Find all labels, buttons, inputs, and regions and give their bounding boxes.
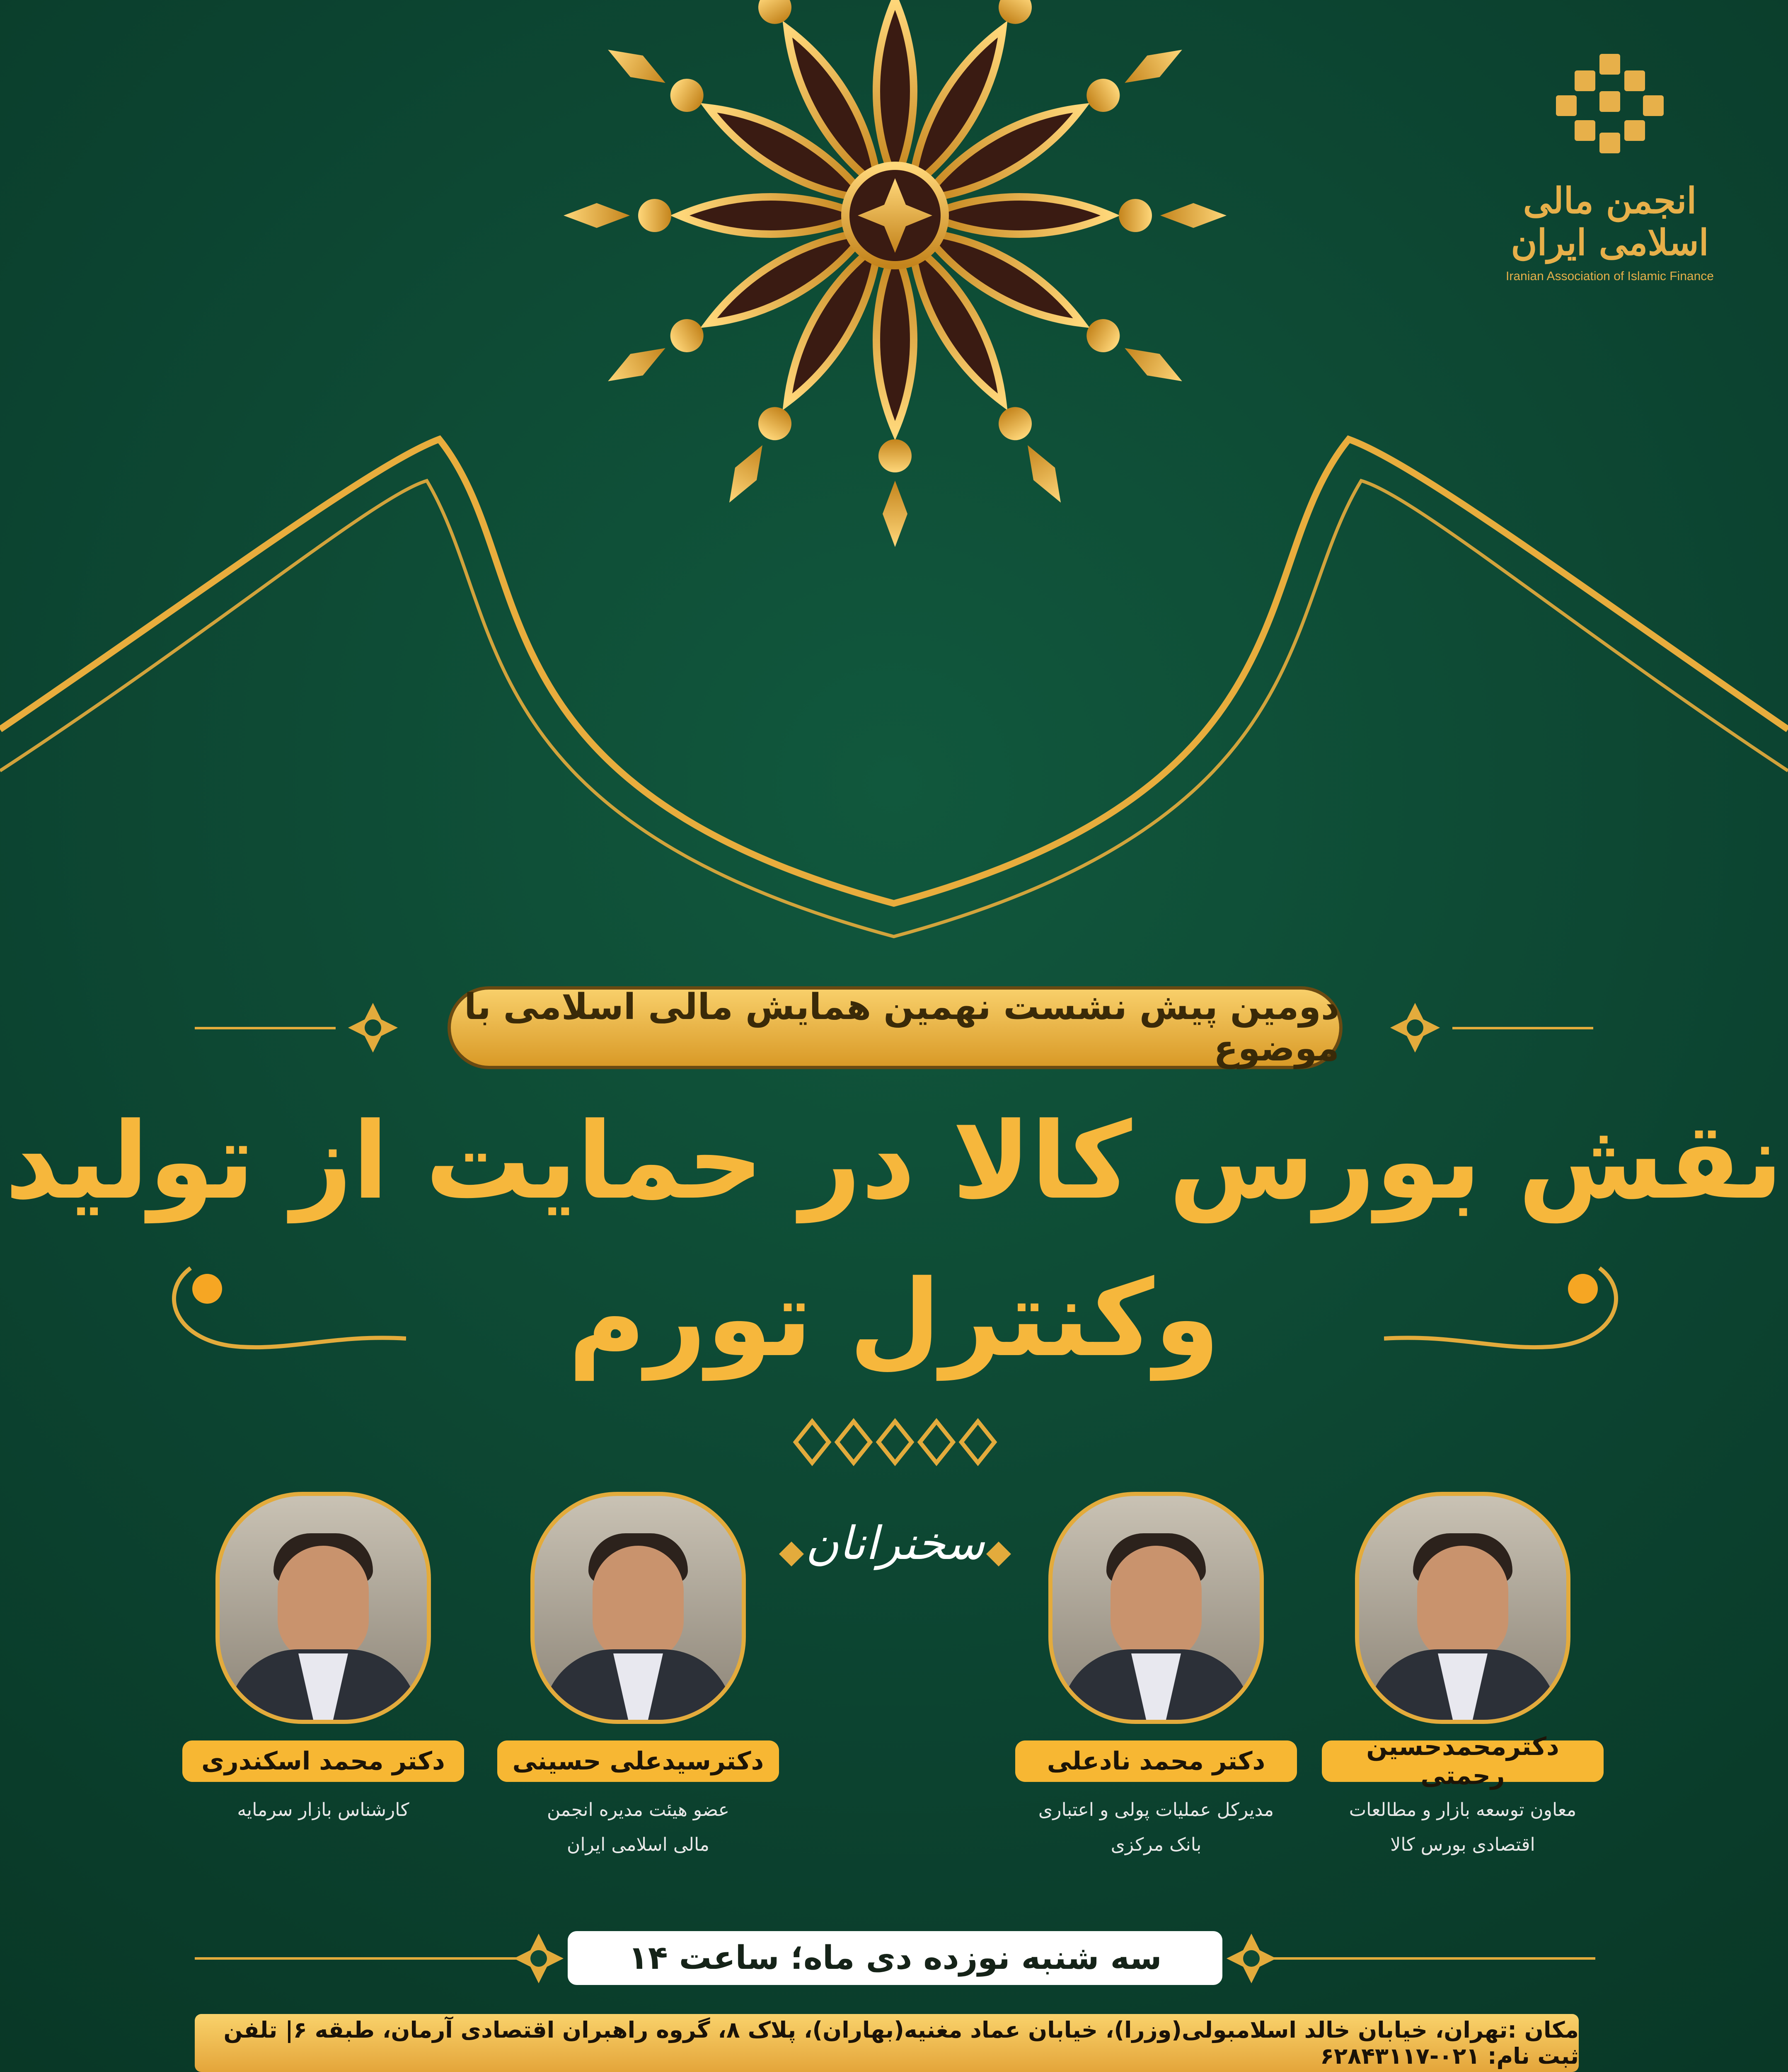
speaker-card bbox=[489, 1492, 787, 1862]
main-title-line-1: نقش بورس کالا در حمایت از تولید bbox=[5, 1100, 1783, 1223]
speaker-role: عضو هیئت مدیره انجمن bbox=[547, 1799, 730, 1820]
rosette-icon bbox=[1227, 1934, 1276, 1983]
pill-line-right bbox=[1452, 1027, 1593, 1029]
speaker-role: مالی اسلامی ایران bbox=[567, 1834, 709, 1855]
main-title-line-2: وکنترل تورم bbox=[568, 1257, 1220, 1380]
knot-ornament-icon bbox=[779, 1409, 1011, 1475]
event-address: مکان :تهران، خیابان خالد اسلامبولی(وزرا)، خیابان عماد مغنیه(بهاران)، پلاک ۸، گروه راهبران اقتصادی آرمان، طبقه ۶| تلفن ثبت نام: ۰۲۱-۶۲۸۴۳۱۱۷ bbox=[195, 2014, 1579, 2072]
logo-name-fa: انجمن مالی اسلامی ایران bbox=[1511, 180, 1709, 264]
speaker-role: معاون توسعه بازار و مطالعات bbox=[1349, 1799, 1577, 1820]
speaker-role: بانک مرکزی bbox=[1111, 1834, 1202, 1855]
speaker-role: مدیرکل عملیات پولی و اعتباری bbox=[1038, 1799, 1274, 1820]
rosette-icon bbox=[514, 1934, 564, 1983]
event-date: سه شنبه نوزده دی ماه؛ ساعت ۱۴ bbox=[568, 1931, 1222, 1985]
rosette-icon bbox=[348, 1003, 398, 1053]
speaker-photo bbox=[1048, 1492, 1264, 1724]
subtitle-pill: دومین پیش نشست نهمین همایش مالی اسلامی با موضوع bbox=[448, 986, 1343, 1069]
speaker-card bbox=[174, 1492, 472, 1828]
gold-swirl-icon bbox=[157, 1243, 406, 1368]
speaker-photo bbox=[1355, 1492, 1570, 1724]
speaker-role: کارشناس بازار سرمایه bbox=[237, 1799, 409, 1820]
association-logo bbox=[1502, 50, 1718, 283]
association-emblem-icon bbox=[1539, 50, 1680, 174]
gold-swirl-icon bbox=[1384, 1243, 1633, 1368]
speaker-role: اقتصادی بورس کالا bbox=[1390, 1834, 1535, 1855]
speaker-card bbox=[1314, 1492, 1612, 1862]
speaker-photo bbox=[530, 1492, 746, 1724]
speaker-photo bbox=[215, 1492, 431, 1724]
pill-line-left bbox=[195, 1027, 336, 1029]
speaker-name: دکتر محمد اسکندری bbox=[182, 1740, 464, 1782]
gold-arch-lines bbox=[0, 414, 1788, 995]
speaker-name: دکتر محمد نادعلی bbox=[1015, 1740, 1297, 1782]
date-line-left bbox=[195, 1957, 518, 1960]
speakers-label: سخنرانان bbox=[805, 1517, 985, 1570]
rosette-icon bbox=[1390, 1003, 1440, 1053]
speaker-name: دکترسیدعلی حسینی bbox=[497, 1740, 779, 1782]
speaker-card bbox=[1007, 1492, 1305, 1862]
date-line-right bbox=[1272, 1957, 1595, 1960]
speaker-name: دکترمحمدحسین رحمتی bbox=[1322, 1740, 1604, 1782]
logo-name-en: Iranian Association of Islamic Finance bbox=[1506, 269, 1714, 283]
